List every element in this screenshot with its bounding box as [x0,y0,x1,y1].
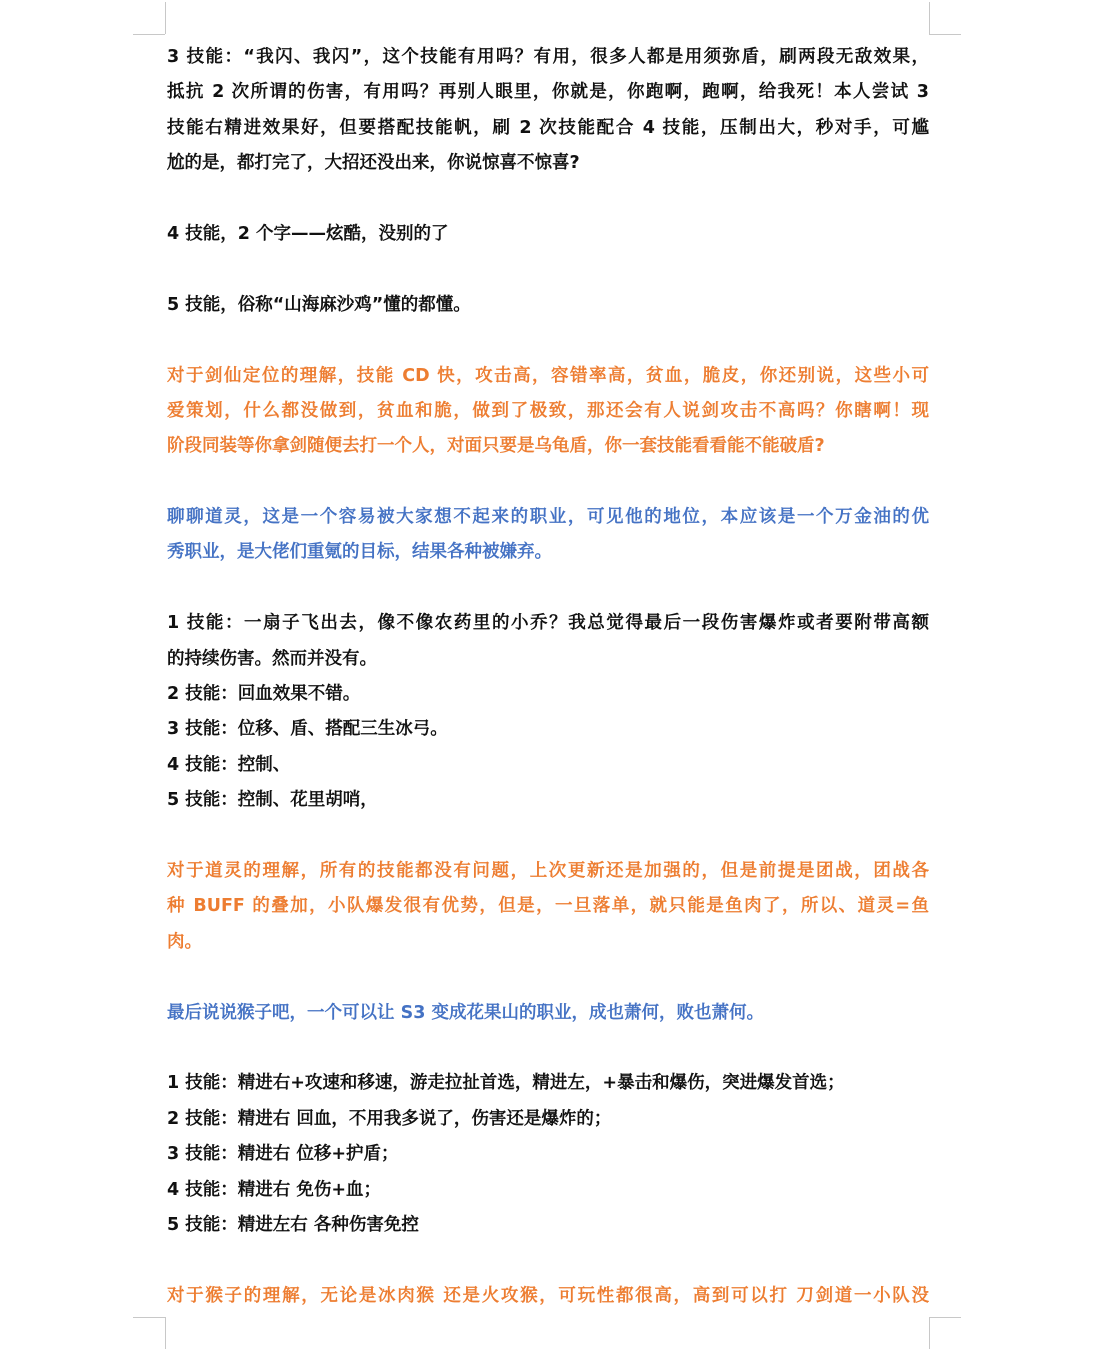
text-line: 的持续伤害。然而并没有。 [167,648,377,669]
paragraph-sword-skill-5 [167,288,929,323]
paragraph-sword-skill-4 [167,217,929,252]
crop-mark [929,1317,930,1349]
text-line: 1 技能：一扇子飞出去，像不像农药里的小乔？我总觉得最后一段伤害爆炸或者要附带高额 [167,613,929,634]
text-line: 3 技能：“我闪、我闪”，这个技能有用吗？有用，很多人都是用须弥盾，刷两段无敌效果， [167,47,929,67]
text-line: 阶段同装等你拿剑随便去打一个人，对面只要是乌龟盾，你一套技能看看能不能破盾? [167,436,825,457]
paragraph-monkey-summary [167,1279,929,1314]
text-line: 5 技能：精进左右 各种伤害免控 [167,1214,419,1235]
crop-mark [165,2,166,34]
text-line: 聊聊道灵，这是一个容易被大家想不起来的职业，可见他的地位，本应该是一个万金油的优 [167,507,929,528]
text-line: 对于剑仙定位的理解，技能 CD 快，攻击高，容错率高，贫血，脆皮，你还别说，这些小可 [167,365,929,386]
text-line: 技能右精进效果好，但要搭配技能帆，刷 2 次技能配合 4 技能，压制出大，秒对手，可尴 [167,117,929,138]
text-line: 4 技能：控制、 [167,754,291,775]
text-line: 对于猴子的理解，无论是冰肉猴 还是火攻猴，可玩性都很高，高到可以打 刀剑道一小队没 [167,1285,929,1306]
text-line: 3 技能：位移、盾、搭配三生冰弓。 [167,719,448,740]
text-line: 爱策划，什么都没做到，贫血和脆，做到了极致，那还会有人说剑攻击不高吗？你瞎啊！现 [167,400,929,421]
paragraph-monkey-intro [167,996,929,1031]
crop-mark [929,34,961,35]
text-line: 4 技能，2 个字——炫酷，没别的了 [167,223,449,244]
text-line: 5 技能，俗称“山海麻沙鸡”懂的都懂。 [167,294,471,315]
crop-mark [133,1317,165,1318]
text-line: 肉。 [167,931,202,952]
crop-mark [165,1317,166,1349]
crop-mark [133,34,165,35]
crop-mark [929,1317,961,1318]
paragraph-monkey-skills [167,1066,929,1243]
text-line: 2 技能：精进右 回血，不用我多说了，伤害还是爆炸的； [167,1108,612,1129]
paragraph-daoling-summary [167,854,929,960]
text-line: 种 BUFF 的叠加，小队爆发很有优势，但是，一旦落单，就只能是鱼肉了，所以、道灵=鱼 [167,896,929,917]
paragraph-daoling-skills [167,606,929,818]
text-line: 尬的是，都打完了，大招还没出来，你说惊喜不惊喜? [167,153,580,174]
text-line: 4 技能：精进右 免伤+血； [167,1179,382,1200]
text-line: 对于道灵的理解，所有的技能都没有问题，上次更新还是加强的，但是前提是团战，团战各 [167,860,929,881]
text-line: 2 技能：回血效果不错。 [167,684,361,705]
crop-mark [929,2,930,34]
text-line: 3 技能：精进右 位移+护盾； [167,1144,399,1165]
paragraph-sword-summary [167,359,929,465]
text-line: 1 技能：精进右+攻速和移速，游走拉扯首选，精进左，+暴击和爆伤，突进爆发首选； [167,1073,845,1094]
text-line: 秀职业，是大佬们重氪的目标，结果各种被嫌弃。 [167,542,552,563]
text-line: 最后说说猴子吧，一个可以让 S3 变成花果山的职业，成也萧何，败也萧何。 [167,1002,764,1023]
document-body [167,40,929,1314]
paragraph-daoling-intro [167,500,929,571]
text-line: 5 技能：控制、花里胡哨， [167,790,378,811]
text-line: 抵抗 2 次所谓的伤害，有用吗？再别人眼里，你就是，你跑啊，跑啊，给我死！本人尝试 3 [167,82,929,103]
paragraph-sword-skill-3 [167,40,929,182]
